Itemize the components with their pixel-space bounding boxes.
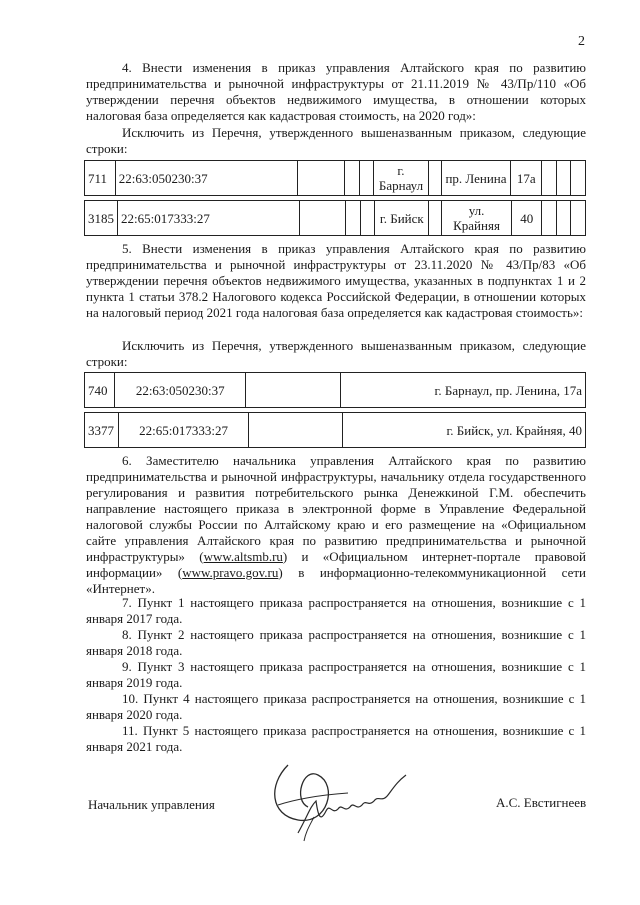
table-cell-empty	[344, 161, 359, 196]
table-cell-city: г. Барнаул	[374, 161, 429, 196]
paragraph-5-text: 5. Внести изменения в приказ управления Алтайского края по развитию предпринимательства и рыночной инфраструктуры от 23.11.2020 № 43/Пр/83 «Об утверждении перечня объектов недвижимого имущества, указанных в подпунктах 1 и 2 пункта 1 статьи 378.2 Налогового кодекса Российской Федерации, в отношении которых на налоговый период 2021 года налоговая база определяется как кадастровая стоимость»:	[86, 241, 586, 320]
paragraph-4-exclude-text: Исключить из Перечня, утвержденного вышеназванным приказом, следующие строки:	[86, 125, 586, 156]
paragraph-9	[86, 659, 586, 691]
table-1	[84, 160, 586, 196]
paragraph-8-text: 8. Пункт 2 настоящего приказа распространяется на отношения, возникшие с 1 января 2018 года.	[86, 627, 586, 658]
table-cell-empty	[359, 161, 374, 196]
table-cell-house: 40	[512, 201, 542, 236]
table-cell-address: г. Бийск, ул. Крайняя, 40	[342, 413, 585, 448]
paragraph-11-text: 11. Пункт 5 настоящего приказа распространяется на отношения, возникшие с 1 января 2021 года.	[86, 723, 586, 754]
table-cell-house: 17а	[511, 161, 542, 196]
paragraph-10-text: 10. Пункт 4 настоящего приказа распространяется на отношения, возникшие с 1 января 2020 года.	[86, 691, 586, 722]
table-cell-cadastral: 22:65:017333:27	[118, 201, 300, 236]
table-cell-address: г. Барнаул, пр. Ленина, 17а	[340, 373, 585, 408]
signature-name: А.С. Евстигнеев	[496, 795, 587, 810]
table-cell-empty	[428, 161, 441, 196]
table-cell-num: 3377	[85, 413, 119, 448]
paragraph-4-text: 4. Внести изменения в приказ управления Алтайского края по развитию предпринимательства и рыночной инфраструктуры от 21.11.2019 № 43/Пр/110 «Об утверждении перечня объектов недвижимого имущества, в отношении которых налоговая база определяется как кадастровая стоимость, на 2020 год»:	[86, 60, 586, 123]
table-cell-empty	[249, 413, 342, 448]
table-cell-empty	[556, 161, 571, 196]
table-cell-num: 3185	[85, 201, 118, 236]
table-cell-empty	[571, 161, 586, 196]
paragraph-6	[86, 453, 586, 597]
table-cell-empty	[571, 201, 586, 236]
table-cell-num: 740	[85, 373, 115, 408]
table-cell-cadastral: 22:63:050230:37	[115, 373, 246, 408]
table-row	[85, 161, 586, 196]
table-row	[85, 373, 586, 408]
table-cell-street: пр. Ленина	[441, 161, 511, 196]
paragraph-6-text-a: 6. Заместителю начальника управления Алтайского края по развитию предпринимательства и рыночной инфраструктуры, начальнику отдела государственного регулирования и развития потребительского рынка Денежкиной Г.М. обеспечить направление настоящего приказа в электронной форме в Управление Федеральной налоговой службы России по Алтайскому краю и его размещение на «Официальном сайте управления Алтайского края по развитию предпринимательства и рыночной инфраструктуры» (	[86, 453, 586, 564]
table-row	[85, 201, 586, 236]
table-cell-empty	[542, 161, 557, 196]
page-number: 2	[578, 34, 585, 49]
paragraph-5-exclude-text: Исключить из Перечня, утвержденного вышеназванным приказом, следующие строки:	[86, 338, 586, 369]
pravo-link[interactable]: www.pravo.gov.ru	[182, 565, 279, 580]
paragraph-7	[86, 595, 586, 627]
table-row	[85, 413, 586, 448]
paragraph-5-exclude	[86, 338, 586, 370]
paragraph-10	[86, 691, 586, 723]
table-cell-empty	[542, 201, 557, 236]
table-2b	[84, 412, 586, 448]
paragraph-4	[86, 60, 586, 124]
table-cell-empty	[556, 201, 571, 236]
paragraph-8	[86, 627, 586, 659]
paragraph-6-text-b: ) и «Официальном интернет-портале правовой информации» (	[86, 549, 587, 580]
table-cell-empty	[246, 373, 340, 408]
table-cell-cadastral: 22:65:017333:27	[118, 413, 248, 448]
table-cell-empty	[299, 201, 346, 236]
table-cell-city: г. Бийск	[375, 201, 429, 236]
paragraph-9-text: 9. Пункт 3 настоящего приказа распространяется на отношения, возникшие с 1 января 2019 года.	[86, 659, 586, 690]
table-cell-empty	[360, 201, 375, 236]
table-cell-empty	[429, 201, 442, 236]
paragraph-7-text: 7. Пункт 1 настоящего приказа распространяется на отношения, возникшие с 1 января 2017 года.	[86, 595, 586, 626]
table-cell-num: 711	[85, 161, 116, 196]
paragraph-6-text-c: ) в информационно-телекоммуникационной сети «Интернет».	[86, 565, 586, 596]
table-1b	[84, 200, 586, 236]
paragraph-5	[86, 241, 586, 321]
table-cell-empty	[298, 161, 345, 196]
signature-title: Начальник управления	[88, 797, 215, 812]
table-cell-cadastral: 22:63:050230:37	[115, 161, 297, 196]
handwritten-signature	[258, 745, 438, 845]
paragraph-4-exclude	[86, 125, 586, 157]
altsmb-link[interactable]: www.altsmb.ru	[203, 549, 283, 564]
table-2	[84, 372, 586, 408]
table-cell-street: ул. Крайняя	[442, 201, 512, 236]
table-cell-empty	[346, 201, 361, 236]
